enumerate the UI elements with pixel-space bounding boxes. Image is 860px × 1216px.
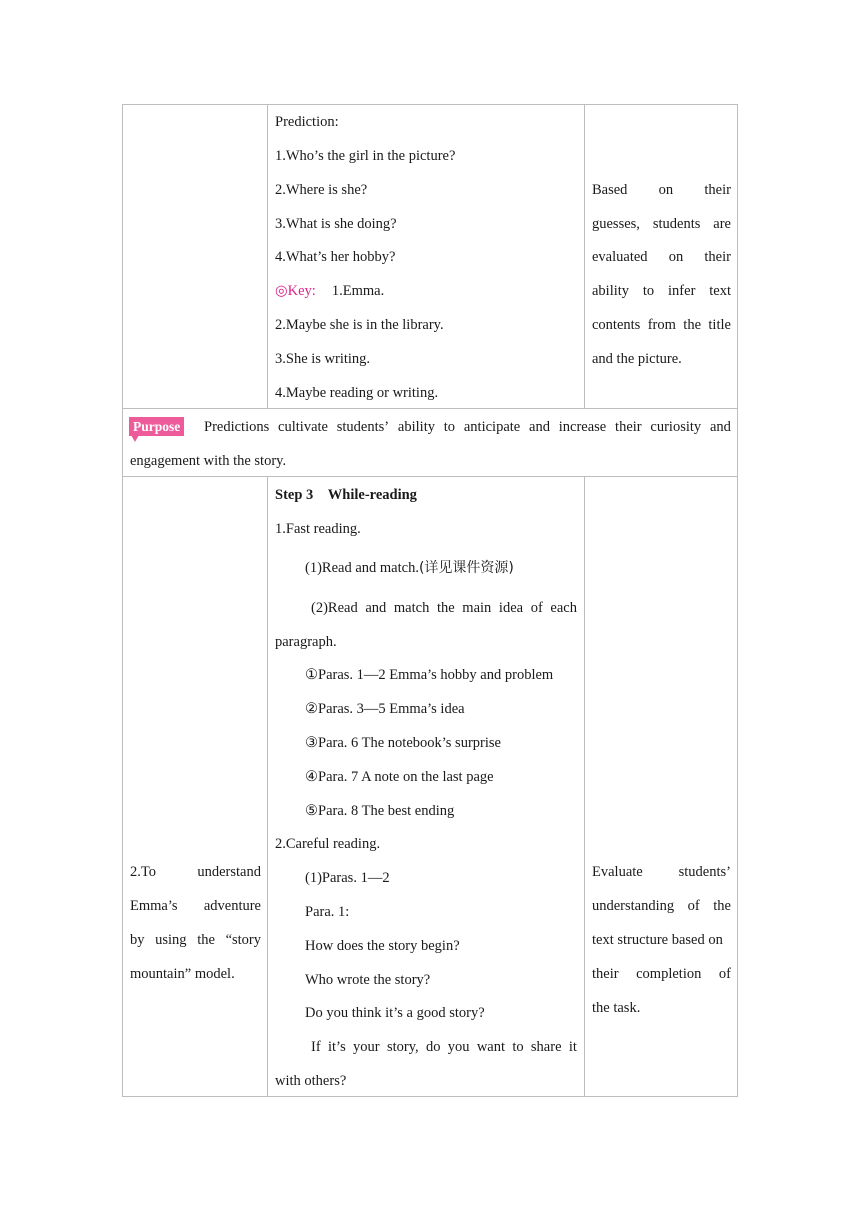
key-line bbox=[275, 281, 384, 301]
row3-left-cell bbox=[122, 476, 268, 1097]
prediction-question: 3.What is she doing? bbox=[275, 216, 397, 232]
objective-text-line: Emma’s adventure bbox=[130, 898, 261, 914]
eval-text-line: evaluated on their bbox=[592, 249, 731, 265]
prediction-answer: 4.Maybe reading or writing. bbox=[275, 385, 439, 401]
key-label: ◎Key: bbox=[275, 283, 316, 299]
question-line: If it’s your story, do you want to share it bbox=[311, 1039, 577, 1055]
eval-text-line: Based on their bbox=[592, 182, 731, 198]
eval-text-line: the task. bbox=[592, 1000, 641, 1016]
purpose-text-line: engagement with the story. bbox=[130, 453, 287, 469]
para-label: Para. 1: bbox=[305, 904, 350, 920]
prediction-question: 1.Who’s the girl in the picture? bbox=[275, 148, 456, 164]
eval-text-line: and the picture. bbox=[592, 351, 682, 367]
para-item: ③Para. 6 The notebook’s surprise bbox=[305, 735, 501, 751]
question-line-cont: with others? bbox=[275, 1073, 347, 1089]
eval-text-line: guesses, students are bbox=[592, 216, 731, 232]
key-answer: 1.Emma. bbox=[331, 283, 385, 299]
eval-text-line: contents from the title bbox=[592, 317, 731, 333]
purpose-badge: Purpose bbox=[129, 417, 184, 436]
objective-text-line: mountain” model. bbox=[130, 966, 235, 982]
purpose-badge-tail bbox=[131, 435, 139, 442]
prediction-heading: Prediction: bbox=[275, 114, 339, 130]
objective-text-line: 2.To understand bbox=[130, 864, 261, 880]
eval-text-line: text structure based on bbox=[592, 932, 723, 948]
para-item: ①Paras. 1—2 Emma’s hobby and problem bbox=[305, 667, 554, 683]
para-item: ⑤Para. 8 The best ending bbox=[305, 803, 455, 819]
question-line: How does the story begin? bbox=[305, 938, 460, 954]
eval-text-line: Evaluate students’ bbox=[592, 864, 731, 880]
prediction-answer: 2.Maybe she is in the library. bbox=[275, 317, 444, 333]
purpose-text-line: Predictions cultivate students’ ability to anticipate and increase their curiosity and bbox=[204, 419, 731, 435]
read-match-2: (2)Read and match the main idea of each bbox=[311, 600, 577, 616]
read-match-2-cont: paragraph. bbox=[275, 634, 337, 650]
eval-text-line: ability to infer text bbox=[592, 283, 731, 299]
eval-text-line: understanding of the bbox=[592, 898, 731, 914]
fast-reading-heading: 1.Fast reading. bbox=[275, 521, 361, 537]
objective-text-line: by using the “story bbox=[130, 932, 261, 948]
question-line: Do you think it’s a good story? bbox=[305, 1005, 485, 1021]
careful-sub-heading: (1)Paras. 1—2 bbox=[305, 870, 390, 886]
prediction-question: 4.What’s her hobby? bbox=[275, 249, 396, 265]
step-heading: Step 3 While-reading bbox=[275, 487, 417, 503]
row1-left-cell bbox=[122, 104, 268, 409]
eval-text-line: their completion of bbox=[592, 966, 731, 982]
careful-reading-heading: 2.Careful reading. bbox=[275, 836, 381, 852]
read-match-1: (1)Read and match.(详见课件资源) bbox=[305, 560, 514, 576]
prediction-question: 2.Where is she? bbox=[275, 182, 368, 198]
para-item: ②Paras. 3—5 Emma’s idea bbox=[305, 701, 465, 717]
question-line: Who wrote the story? bbox=[305, 972, 431, 988]
para-item: ④Para. 7 A note on the last page bbox=[305, 769, 494, 785]
prediction-answer: 3.She is writing. bbox=[275, 351, 371, 367]
